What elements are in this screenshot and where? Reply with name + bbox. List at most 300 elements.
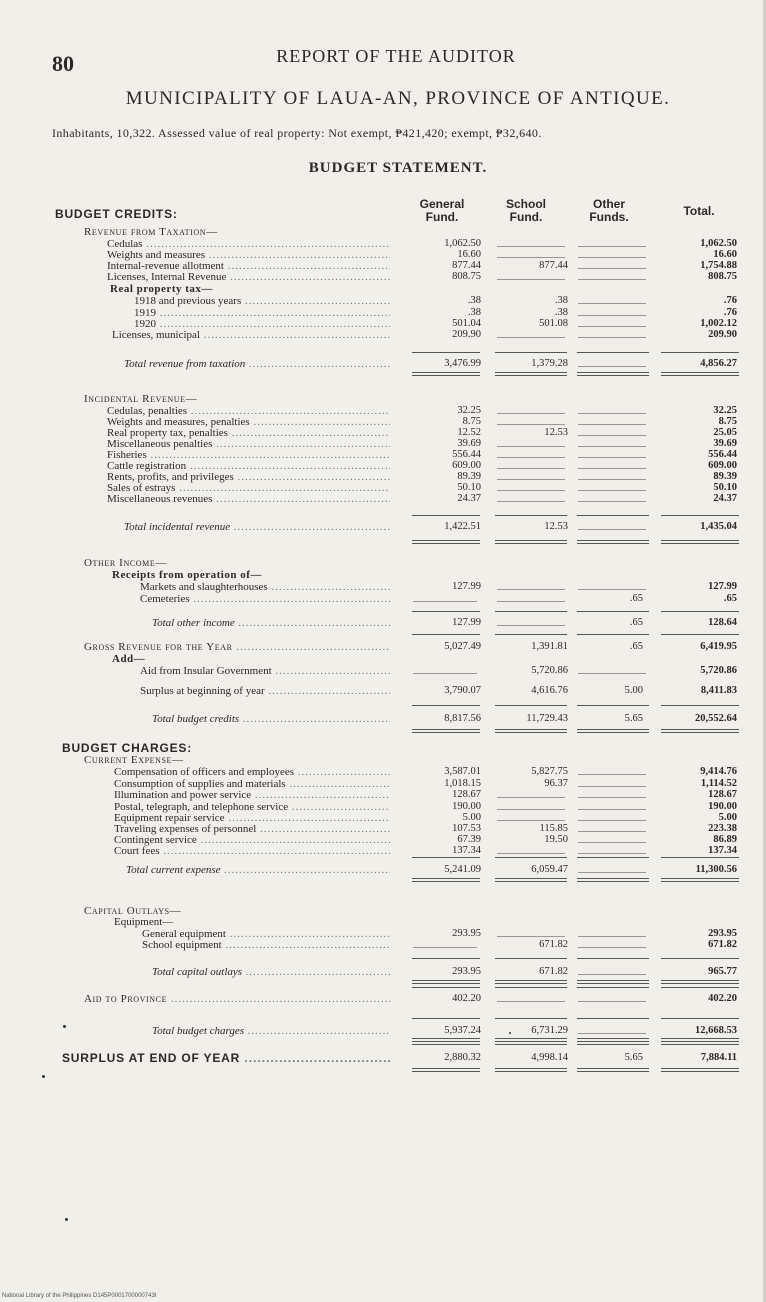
cell-general: 808.75 xyxy=(452,271,481,282)
blank-cell-school xyxy=(497,853,565,854)
section-heading xyxy=(0,641,766,653)
total-rule xyxy=(577,372,649,373)
blank-cell-general xyxy=(413,947,477,948)
blank-cell-other xyxy=(578,257,646,258)
row-label: Surplus at beginning of year ..... xyxy=(140,685,390,697)
section-heading xyxy=(0,1052,766,1064)
total-rule xyxy=(412,983,480,984)
row-label: Total other income ..... xyxy=(152,617,390,629)
total-rule xyxy=(495,372,567,373)
section-heading xyxy=(0,283,766,295)
row-label: Real property tax, penalties ..... xyxy=(107,427,390,439)
blank-cell-other xyxy=(578,337,646,338)
cell-school: .38 xyxy=(554,295,568,306)
blank-cell-other xyxy=(578,529,646,530)
cell-general: 877.44 xyxy=(452,260,481,271)
cell-general: 128.67 xyxy=(452,789,481,800)
cell-total: 4,856.27 xyxy=(700,358,737,369)
cell-total: 1,114.52 xyxy=(700,778,737,789)
sum-rule xyxy=(661,352,739,353)
cell-total: 11,300.56 xyxy=(695,864,737,875)
blank-cell-other xyxy=(578,786,646,787)
cell-school: 1,379.28 xyxy=(531,358,568,369)
sum-rule xyxy=(661,705,739,706)
blank-cell-other xyxy=(578,315,646,316)
row-label: Sales of estrays ..... xyxy=(107,482,390,494)
cell-general: 8,817.56 xyxy=(444,713,481,724)
cell-general: 127.99 xyxy=(452,581,481,592)
cell-general: 16.60 xyxy=(457,249,481,260)
cell-total: 128.64 xyxy=(708,617,737,628)
section-heading xyxy=(0,754,766,766)
row-label: Other Income— xyxy=(84,557,167,569)
cell-general: 107.53 xyxy=(452,823,481,834)
sum-rule xyxy=(495,857,567,858)
cell-total: .76 xyxy=(723,307,737,318)
cell-school: 6,731.29 xyxy=(531,1025,568,1036)
total-rule xyxy=(577,375,649,376)
blank-cell-other xyxy=(578,853,646,854)
blank-cell-general xyxy=(413,601,477,602)
sum-rule xyxy=(412,352,480,353)
cell-total: 6,419.95 xyxy=(700,641,737,652)
blank-cell-other xyxy=(578,501,646,502)
blank-cell-other xyxy=(578,413,646,414)
blank-cell-school xyxy=(497,479,565,480)
cell-general: 12.52 xyxy=(457,427,481,438)
column-header-school: School Fund. xyxy=(505,197,546,224)
cell-general: 39.69 xyxy=(457,438,481,449)
row-label: Internal-revenue allotment ..... xyxy=(107,260,390,272)
cell-total: 209.90 xyxy=(708,329,737,340)
cell-general: 137.34 xyxy=(452,845,481,856)
blank-cell-general xyxy=(413,673,477,674)
blank-cell-school xyxy=(497,468,565,469)
total-rule xyxy=(661,878,739,879)
table-row xyxy=(0,685,766,697)
blank-cell-school xyxy=(497,257,565,258)
row-label: 1920 ..... xyxy=(134,318,390,330)
total-rule xyxy=(661,732,739,733)
inhabitants-line: Inhabitants, 10,322. Assessed value of real property: Not exempt, ₱421,420; exempt, ₱32,640. xyxy=(52,126,542,140)
row-label: Postal, telegraph, and telephone service ..... xyxy=(114,801,390,813)
blank-cell-other xyxy=(578,589,646,590)
cell-total: 293.95 xyxy=(708,928,737,939)
total-rule xyxy=(412,540,480,541)
row-label: Receipts from operation of— xyxy=(112,569,262,581)
total-row xyxy=(0,713,766,725)
cell-school: 501.08 xyxy=(539,318,568,329)
blank-cell-school xyxy=(497,446,565,447)
cell-other: .65 xyxy=(629,617,643,628)
blank-cell-other xyxy=(578,468,646,469)
cell-general: 5,027.49 xyxy=(444,641,481,652)
row-label: Total incidental revenue ..... xyxy=(124,521,390,533)
total-rule xyxy=(661,543,739,544)
total-rule xyxy=(495,1038,567,1039)
cell-school: 5,720.86 xyxy=(531,665,568,676)
total-row xyxy=(0,617,766,629)
sum-rule xyxy=(495,352,567,353)
total-rule xyxy=(495,980,567,981)
total-rule xyxy=(495,732,567,733)
row-label: BUDGET CREDITS: xyxy=(55,207,178,221)
blank-cell-other xyxy=(578,326,646,327)
row-label: 1918 and previous years ..... xyxy=(134,295,390,307)
cell-general: 5.00 xyxy=(462,812,481,823)
blank-cell-school xyxy=(497,279,565,280)
column-header-general: General Fund. xyxy=(419,197,465,224)
sum-rule xyxy=(412,857,480,858)
cell-general: 402.20 xyxy=(452,993,481,1004)
section-heading xyxy=(0,916,766,928)
blank-cell-other xyxy=(578,1033,646,1034)
blank-cell-school xyxy=(497,1001,565,1002)
cell-total: 556.44 xyxy=(708,449,737,460)
cell-total: .76 xyxy=(723,295,737,306)
table-row xyxy=(0,789,766,801)
total-rule xyxy=(661,1071,739,1072)
total-rule xyxy=(577,1071,649,1072)
row-label: Fisheries ..... xyxy=(107,449,390,461)
print-speck xyxy=(65,1218,68,1221)
cell-total: 9,414.76 xyxy=(700,766,737,777)
sum-rule xyxy=(577,352,649,353)
cell-school: 671.82 xyxy=(539,966,568,977)
cell-school: 19.50 xyxy=(544,834,568,845)
sum-rule xyxy=(412,705,480,706)
blank-cell-school xyxy=(497,601,565,602)
total-rule xyxy=(412,878,480,879)
cell-total: 1,754.88 xyxy=(700,260,737,271)
row-label: Rents, profits, and privileges ..... xyxy=(107,471,390,483)
total-rule xyxy=(577,878,649,879)
sum-rule xyxy=(412,1044,480,1045)
sum-rule xyxy=(495,515,567,516)
row-label: Consumption of supplies and materials ..... xyxy=(114,778,390,790)
cell-general: 3,587.01 xyxy=(444,766,481,777)
total-rule xyxy=(661,1041,739,1042)
sum-rule xyxy=(495,634,567,635)
cell-total: 86.89 xyxy=(713,834,737,845)
total-rule xyxy=(577,980,649,981)
cell-school: 5,827.75 xyxy=(531,766,568,777)
cell-general: 24.37 xyxy=(457,493,481,504)
total-rule xyxy=(495,983,567,984)
total-rule xyxy=(412,729,480,730)
total-rule xyxy=(412,543,480,544)
column-header-total: Total. xyxy=(683,204,715,218)
cell-other: 5.65 xyxy=(624,1052,643,1063)
blank-cell-other xyxy=(578,809,646,810)
table-row xyxy=(0,581,766,593)
sum-rule xyxy=(577,515,649,516)
sum-rule xyxy=(577,634,649,635)
row-label: Real property tax— xyxy=(110,283,213,295)
cell-general: 127.99 xyxy=(452,617,481,628)
sum-rule xyxy=(661,1018,739,1019)
total-rule xyxy=(577,732,649,733)
table-row xyxy=(0,295,766,307)
sum-rule xyxy=(412,634,480,635)
cell-general: 3,790.07 xyxy=(444,685,481,696)
page-number: 80 xyxy=(52,51,74,76)
sum-rule xyxy=(577,705,649,706)
cell-general: 209.90 xyxy=(452,329,481,340)
cell-general: 5,937.24 xyxy=(444,1025,481,1036)
row-label: Compensation of officers and employees ..... xyxy=(114,766,390,778)
blank-cell-school xyxy=(497,246,565,247)
sum-rule xyxy=(577,958,649,959)
total-rule xyxy=(412,1071,480,1072)
row-label: Gross Revenue for the Year ..... xyxy=(84,641,390,653)
sum-rule xyxy=(661,958,739,959)
total-rule xyxy=(577,881,649,882)
row-label: Licenses, municipal ..... xyxy=(112,329,390,341)
cell-total: 1,002.12 xyxy=(700,318,737,329)
cell-general: 1,062.50 xyxy=(444,238,481,249)
cell-school: 12.53 xyxy=(544,521,568,532)
table-row xyxy=(0,271,766,283)
total-rule xyxy=(412,375,480,376)
section-heading xyxy=(0,393,766,405)
row-label: 1919 ..... xyxy=(134,307,390,319)
cell-total: 12,668.53 xyxy=(695,1025,737,1036)
row-label: Capital Outlays— xyxy=(84,905,182,917)
cell-school: 4,616.76 xyxy=(531,685,568,696)
total-row xyxy=(0,966,766,978)
row-label: Weights and measures, penalties ..... xyxy=(107,416,390,428)
blank-cell-school xyxy=(497,625,565,626)
sum-rule xyxy=(577,1044,649,1045)
blank-cell-other xyxy=(578,831,646,832)
total-rule xyxy=(661,881,739,882)
section-heading xyxy=(0,653,766,665)
table-row xyxy=(0,493,766,505)
blank-cell-other xyxy=(578,446,646,447)
row-label: Total revenue from taxation ..... xyxy=(124,358,390,370)
row-label: Cattle registration ..... xyxy=(107,460,390,472)
blank-cell-other xyxy=(578,490,646,491)
row-label: Current Expense— xyxy=(84,754,184,766)
cell-general: 50.10 xyxy=(457,482,481,493)
total-rule xyxy=(661,983,739,984)
cell-school: 671.82 xyxy=(539,939,568,950)
cell-total: 8.75 xyxy=(718,416,737,427)
row-label: Total current expense ..... xyxy=(126,864,390,876)
sum-rule xyxy=(577,1018,649,1019)
blank-cell-school xyxy=(497,809,565,810)
row-label: Total capital outlays ..... xyxy=(152,966,390,978)
cell-general: 1,422.51 xyxy=(444,521,481,532)
section-heading xyxy=(0,557,766,569)
total-rule xyxy=(577,1038,649,1039)
sum-rule xyxy=(577,611,649,612)
blank-cell-other xyxy=(578,842,646,843)
cell-general: .38 xyxy=(467,307,481,318)
running-head: REPORT OF THE AUDITOR xyxy=(276,46,516,66)
total-rule xyxy=(577,1068,649,1069)
cell-total: 16.60 xyxy=(713,249,737,260)
total-rule xyxy=(577,540,649,541)
total-row xyxy=(0,358,766,370)
row-label: Aid from Insular Government ..... xyxy=(140,665,390,677)
total-rule xyxy=(661,375,739,376)
cell-school: 12.53 xyxy=(544,427,568,438)
cell-total: 609.00 xyxy=(708,460,737,471)
section-heading xyxy=(0,993,766,1005)
row-label: General equipment ..... xyxy=(142,928,390,940)
blank-cell-other xyxy=(578,246,646,247)
total-rule xyxy=(661,729,739,730)
blank-cell-school xyxy=(497,457,565,458)
cell-school: 115.85 xyxy=(539,823,568,834)
row-label: Cedulas ..... xyxy=(107,238,390,250)
section-heading xyxy=(0,742,766,754)
total-rule xyxy=(661,1038,739,1039)
blank-cell-other xyxy=(578,974,646,975)
section-heading xyxy=(0,569,766,581)
cell-total: 25.05 xyxy=(713,427,737,438)
total-rule xyxy=(412,732,480,733)
total-rule xyxy=(495,540,567,541)
row-label: Cemeteries ..... xyxy=(140,593,390,605)
blank-cell-other xyxy=(578,872,646,873)
cell-total: 24.37 xyxy=(713,493,737,504)
table-row xyxy=(0,766,766,778)
total-row xyxy=(0,1025,766,1037)
sum-rule xyxy=(495,705,567,706)
blank-cell-other xyxy=(578,279,646,280)
table-row xyxy=(0,329,766,341)
sum-rule xyxy=(661,987,739,988)
row-label: Revenue from Taxation— xyxy=(84,226,218,238)
cell-school: 877.44 xyxy=(539,260,568,271)
cell-general: 501.04 xyxy=(452,318,481,329)
cell-total: 137.34 xyxy=(708,845,737,856)
section-heading xyxy=(0,208,766,220)
blank-cell-school xyxy=(497,589,565,590)
blank-cell-other xyxy=(578,435,646,436)
total-rule xyxy=(412,372,480,373)
cell-total: 7,884.11 xyxy=(700,1052,737,1063)
sum-rule xyxy=(661,634,739,635)
sum-rule xyxy=(412,987,480,988)
cell-general: 2,880.32 xyxy=(444,1052,481,1063)
total-rule xyxy=(661,980,739,981)
total-rule xyxy=(412,881,480,882)
sum-rule xyxy=(661,857,739,858)
sum-rule xyxy=(577,857,649,858)
blank-cell-school xyxy=(497,490,565,491)
blank-cell-other xyxy=(578,366,646,367)
sum-rule xyxy=(412,515,480,516)
cell-school: 96.37 xyxy=(544,778,568,789)
table-row xyxy=(0,593,766,605)
cell-total: 402.20 xyxy=(708,993,737,1004)
total-rule xyxy=(577,1041,649,1042)
row-label: Traveling expenses of personnel ..... xyxy=(114,823,390,835)
row-label: Contingent service ..... xyxy=(114,834,390,846)
total-rule xyxy=(577,543,649,544)
footer-credit: National Library of the Philippines D145P0001700000743I xyxy=(2,1293,157,1299)
cell-general: 190.00 xyxy=(452,801,481,812)
total-rule xyxy=(495,543,567,544)
cell-general: 293.95 xyxy=(452,928,481,939)
row-label: Markets and slaughterhouses ..... xyxy=(140,581,390,593)
row-label: Cedulas, penalties ..... xyxy=(107,405,390,417)
statement-heading: BUDGET STATEMENT. xyxy=(308,160,488,176)
total-rule xyxy=(495,375,567,376)
total-rule xyxy=(495,878,567,879)
cell-school: 6,059.47 xyxy=(531,864,568,875)
row-label: Court fees ..... xyxy=(114,845,390,857)
table-row xyxy=(0,845,766,857)
cell-total: 965.77 xyxy=(708,966,737,977)
sum-rule xyxy=(661,1044,739,1045)
cell-total: 20,552.64 xyxy=(695,713,737,724)
blank-cell-other xyxy=(578,947,646,948)
cell-other: 5.65 xyxy=(624,713,643,724)
sum-rule xyxy=(495,987,567,988)
cell-total: 808.75 xyxy=(708,271,737,282)
cell-total: 1,435.04 xyxy=(700,521,737,532)
total-rule xyxy=(412,980,480,981)
total-rule xyxy=(577,983,649,984)
row-label: Aid to Province ..... xyxy=(84,993,390,1005)
row-label: SURPLUS AT END OF YEAR ..... xyxy=(62,1052,390,1064)
row-label: Add— xyxy=(112,653,146,665)
cell-school: 4,998.14 xyxy=(531,1052,568,1063)
total-rule xyxy=(577,729,649,730)
total-rule xyxy=(495,1068,567,1069)
blank-cell-other xyxy=(578,936,646,937)
cell-total: .65 xyxy=(723,593,737,604)
blank-cell-other xyxy=(578,268,646,269)
column-header-other: Other Funds. xyxy=(589,197,629,224)
section-heading xyxy=(0,226,766,238)
row-label: Total budget credits ..... xyxy=(152,713,390,725)
total-rule xyxy=(661,372,739,373)
row-label: Miscellaneous revenues ..... xyxy=(107,493,390,505)
sum-rule xyxy=(495,958,567,959)
total-rule xyxy=(412,1041,480,1042)
cell-total: 5,720.86 xyxy=(700,665,737,676)
cell-total: 1,062.50 xyxy=(700,238,737,249)
total-rule xyxy=(661,1068,739,1069)
cell-total: 39.69 xyxy=(713,438,737,449)
sum-rule xyxy=(661,515,739,516)
table-row xyxy=(0,665,766,677)
blank-cell-school xyxy=(497,501,565,502)
cell-general: 293.95 xyxy=(452,966,481,977)
blank-cell-school xyxy=(497,413,565,414)
row-label: Miscellaneous penalties ..... xyxy=(107,438,390,450)
cell-other: 5.00 xyxy=(624,685,643,696)
sum-rule xyxy=(495,1018,567,1019)
total-rule xyxy=(495,1041,567,1042)
total-rule xyxy=(495,1071,567,1072)
sum-rule xyxy=(661,611,739,612)
blank-cell-other xyxy=(578,820,646,821)
blank-cell-school xyxy=(497,797,565,798)
sum-rule xyxy=(495,1044,567,1045)
row-label: School equipment ..... xyxy=(142,939,390,951)
cell-general: 67.39 xyxy=(457,834,481,845)
cell-school: .38 xyxy=(554,307,568,318)
sum-rule xyxy=(412,611,480,612)
blank-cell-school xyxy=(497,424,565,425)
